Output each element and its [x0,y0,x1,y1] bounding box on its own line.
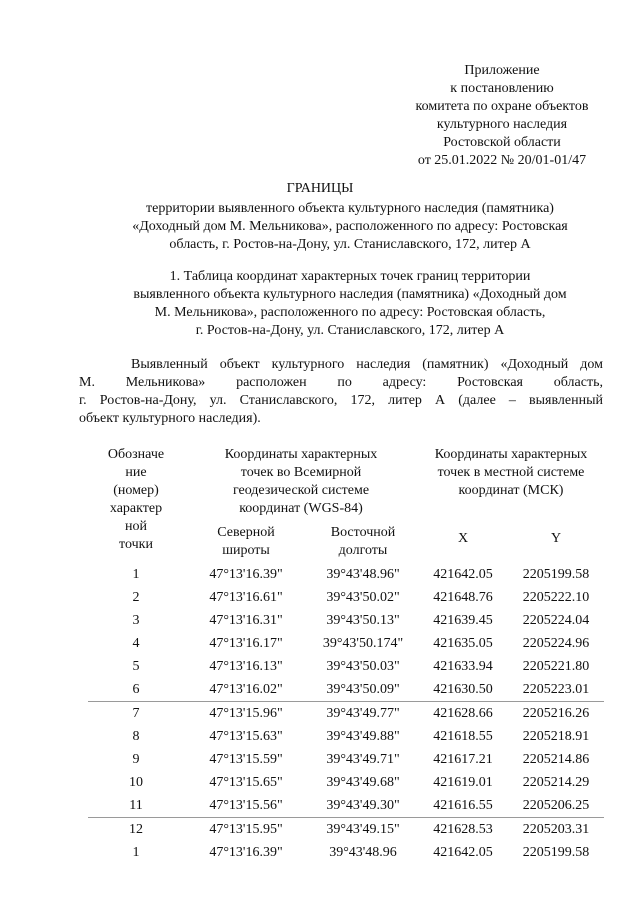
table-row [88,841,604,864]
cell-y: 2205203.31 [508,818,604,842]
cell-point: 1 [132,567,140,582]
cell-x: 421648.76 [433,590,493,605]
paragraph-word: по [337,375,352,390]
table-row [88,748,604,771]
cell-longitude: 39°43'49.71" [326,752,400,767]
paragraph-word: Выявленный [131,357,208,372]
cell-latitude: 47°13'16.61" [209,590,283,605]
paragraph-word: (далее [458,393,496,408]
header-line: точек во Всемирной [240,465,362,480]
cell-latitude: 47°13'16.31" [209,613,283,628]
cell-point: 12 [88,818,184,842]
cell-y: 2205224.96 [522,636,590,651]
cell-point: 4 [132,636,140,651]
cell-longitude: 39°43'49.68" [326,775,400,790]
appendix-line: комитета по охране объектов [415,99,589,114]
cell-latitude: 47°13'15.63" [209,729,283,744]
cell-x: 421616.55 [433,798,493,813]
cell-longitude: 39°43'49.77" [308,702,418,726]
paragraph-word: г. [79,393,87,408]
paragraph-word: М. [79,375,95,390]
header-line: ной [125,519,147,534]
document-title: ГРАНИЦЫ [286,181,354,196]
cell-y: 2205214.86 [522,752,590,767]
header-line: Обозначе [107,447,165,462]
cell-x: 421628.66 [418,702,508,726]
header-line: точек в местной системе [437,465,585,480]
header-line: характер [109,501,163,516]
caption-line: г. Ростов-на-Дону, ул. Станиславского, 172, литер А [195,323,505,338]
header-y: Y [550,531,562,546]
paragraph-word: 172, [350,393,375,408]
header-line: Координаты характерных [224,447,378,462]
appendix-line: от 25.01.2022 № 20/01-01/47 [417,153,587,168]
cell-y: 2205199.58 [522,567,590,582]
paragraph-word: объект [219,357,260,372]
cell-x: 421642.05 [433,845,493,860]
paragraph-word: ул. [209,393,227,408]
cell-x: 421618.55 [433,729,493,744]
header-line: координат (МСК) [458,483,564,498]
cell-longitude: 39°43'50.02" [326,590,400,605]
paragraph-line [79,392,603,410]
paragraph-word: Станиславского, [239,393,338,408]
header-wgs84 [184,446,418,518]
table-row [88,560,604,586]
cell-x: 421639.45 [433,613,493,628]
appendix-line: Ростовской области [443,135,561,150]
paragraph-word: дом [580,357,603,372]
document-subtitle [90,200,610,254]
cell-latitude: 47°13'15.65" [209,775,283,790]
paragraph-word: культурного [271,357,345,372]
header-line: координат (WGS-84) [239,501,363,516]
appendix-line: Приложение [464,63,540,78]
cell-latitude: 47°13'15.59" [209,752,283,767]
paragraph-word: литер [388,393,422,408]
cell-y: 2205214.29 [522,775,590,790]
paragraph-word: Ростовская [457,375,523,390]
appendix-block [400,62,604,170]
header-msk [418,446,604,518]
paragraph-word: выявленный [529,393,603,408]
table-row [88,725,604,748]
table-row [88,586,604,609]
header-line: Северной [217,525,275,540]
header-line: ние [125,465,147,480]
paragraph-word: «Доходный [500,357,569,372]
cell-longitude: 39°43'50.03" [326,659,400,674]
cell-x: 421642.05 [433,567,493,582]
cell-longitude: 39°43'50.174" [322,636,404,651]
header-line: Восточной [330,525,396,540]
cell-point: 11 [129,798,143,813]
cell-y: 2205221.80 [522,659,590,674]
caption-line: выявленного объекта культурного наследия (памятника) «Доходный дом [133,287,567,302]
header-line: геодезической системе [232,483,370,498]
paragraph-word: А [435,393,446,408]
paragraph-word: расположен [236,375,307,390]
description-paragraph [79,356,603,428]
cell-latitude: 47°13'16.02" [209,682,283,697]
header-point-number [88,446,184,560]
cell-point: 8 [132,729,140,744]
header-line: долготы [338,543,388,558]
header-x: X [457,531,469,546]
cell-longitude: 39°43'49.88" [326,729,400,744]
header-north-latitude [184,518,308,560]
appendix-line: к постановлению [450,81,554,96]
table-row [88,771,604,794]
cell-y: 2205216.26 [508,702,604,726]
cell-x: 421617.21 [433,752,493,767]
cell-x: 421630.50 [433,682,493,697]
cell-latitude: 47°13'16.13" [209,659,283,674]
cell-point: 5 [132,659,140,674]
coordinates-table [88,446,604,864]
cell-latitude: 47°13'16.39" [209,567,283,582]
cell-y: 2205199.58 [522,845,590,860]
cell-latitude: 47°13'15.56" [209,798,283,813]
table-row [88,655,604,678]
cell-longitude: 39°43'50.09" [326,682,400,697]
cell-y: 2205222.10 [522,590,590,605]
cell-x: 421635.05 [433,636,493,651]
table-row [88,609,604,632]
cell-point: 2 [132,590,140,605]
cell-longitude: 39°43'50.13" [326,613,400,628]
cell-y: 2205206.25 [522,798,590,813]
table-row [88,794,604,818]
paragraph-word: адресу: [382,375,427,390]
cell-latitude: 47°13'16.17" [209,636,283,651]
cell-y: 2205218.91 [522,729,590,744]
cell-latitude: 47°13'15.95" [184,818,308,842]
cell-x: 421628.53 [418,818,508,842]
header-line: (номер) [113,483,159,498]
cell-point: 10 [129,775,143,790]
subtitle-line: «Доходный дом М. Мельникова», расположенного по адресу: Ростовская [132,219,568,234]
cell-point: 9 [132,752,140,767]
paragraph-line [79,356,603,374]
paragraph-word: наследия [356,357,411,372]
table-header-row [88,446,604,518]
caption-line: М. Мельникова», расположенного по адресу: Ростовская область, [154,305,546,320]
cell-longitude: 39°43'49.30" [326,798,400,813]
cell-latitude: 47°13'15.96" [184,702,308,726]
paragraph-word: (памятник) [422,357,489,372]
cell-y: 2205223.01 [522,682,590,697]
paragraph-word: Мельникова» [125,375,206,390]
cell-longitude: 39°43'48.96" [326,567,400,582]
paragraph-word: Ростов-на-Дону, [99,393,197,408]
header-line: Координаты характерных [434,447,588,462]
header-east-longitude [308,518,418,560]
subtitle-line: область, г. Ростов-на-Дону, ул. Станиславского, 172, литер А [169,237,531,252]
cell-point: 1 [132,845,140,860]
cell-x: 421619.01 [433,775,493,790]
subtitle-line: территории выявленного объекта культурного наследия (памятника) [146,201,554,216]
table-row [88,678,604,702]
paragraph-word: область, [553,375,603,390]
cell-y: 2205224.04 [522,613,590,628]
cell-longitude: 39°43'49.15" [308,818,418,842]
paragraph-line [79,374,603,392]
cell-point: 3 [132,613,140,628]
table-row [88,632,604,655]
appendix-line: культурного наследия [436,117,568,132]
table-row [88,818,604,842]
cell-latitude: 47°13'16.39" [209,845,283,860]
paragraph-word: – [508,393,516,408]
cell-x: 421633.94 [433,659,493,674]
cell-longitude: 39°43'48.96 [329,845,397,860]
header-line: широты [222,543,270,558]
coordinates-table-body [88,560,604,864]
table-row [88,702,604,726]
caption-line: 1. Таблица координат характерных точек границ территории [169,269,531,284]
header-line: точки [119,537,153,552]
cell-point: 6 [132,682,140,697]
paragraph-line: объект культурного наследия). [79,411,261,426]
cell-point: 7 [88,702,184,726]
table-caption [90,268,610,340]
